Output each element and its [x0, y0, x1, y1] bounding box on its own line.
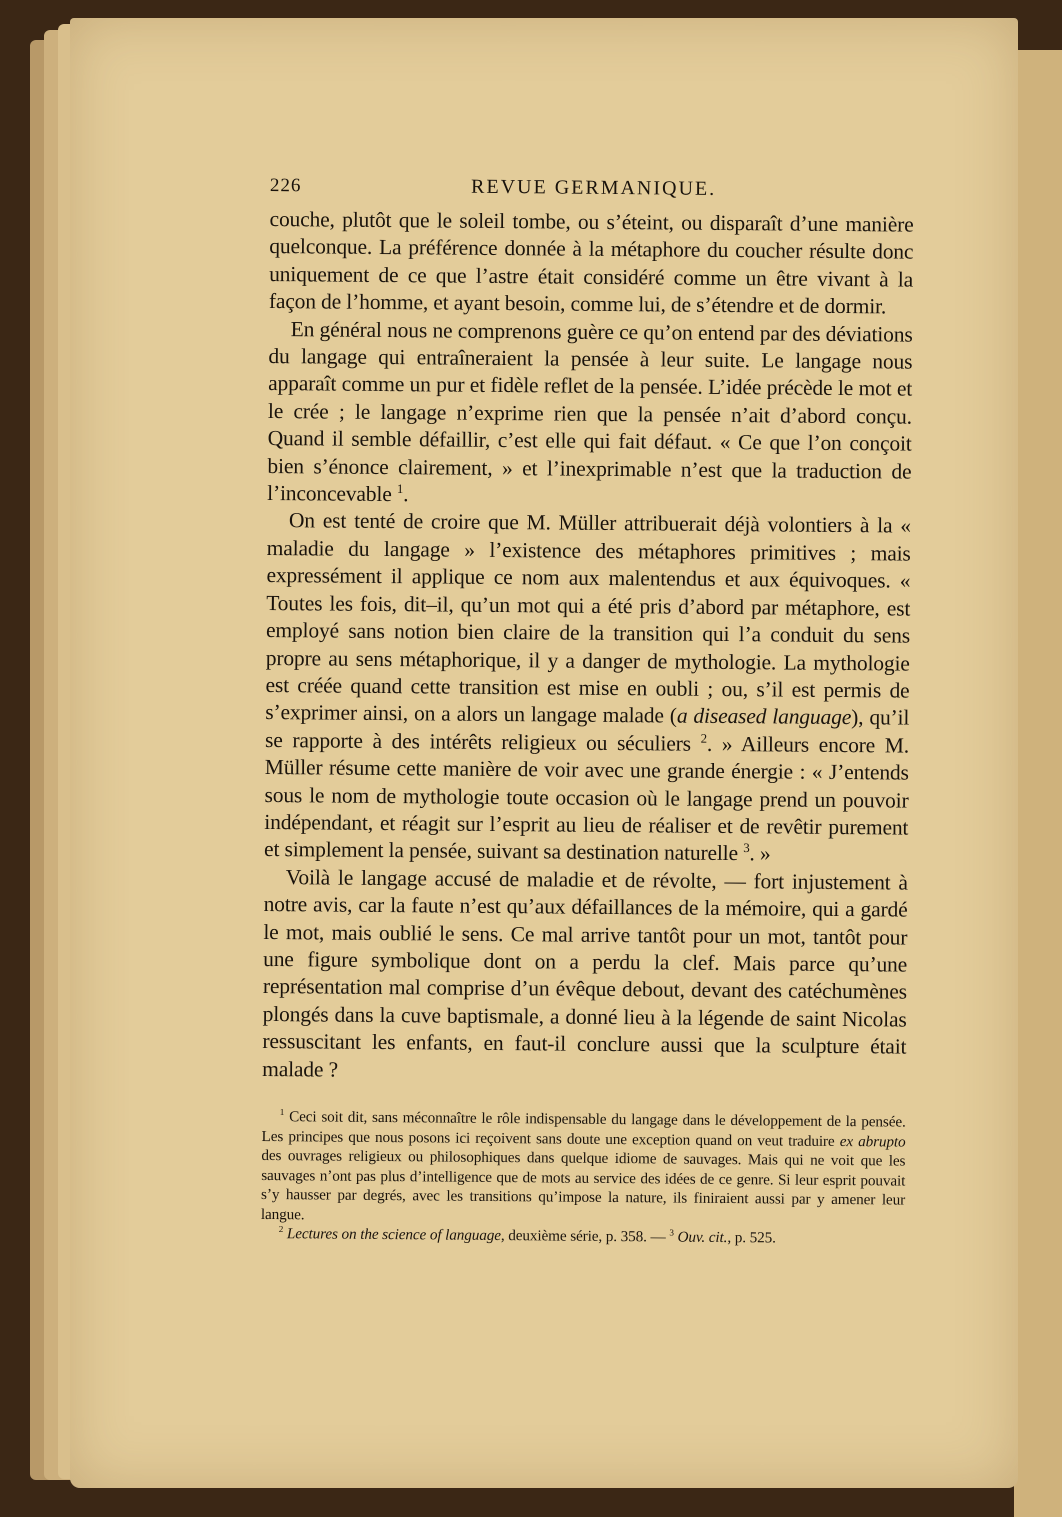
- facing-page-edge: [1014, 50, 1062, 1517]
- footnote-ref-1: 1: [396, 482, 404, 497]
- paragraph-3-part-b: ), qu’il se rapporte à des intérêts religieux ou séculiers: [264, 705, 910, 756]
- paragraph-2-end: .: [403, 482, 409, 507]
- footnote-1-part-b: des ouvrages religieux ou philosophiques dans quelque idiome de sauvages. Mais qui ne voit que les sauvages n’ont pas plus d’intelligence que de mots au service des idées de ce genre. Si leur esprit pouvait s’y hausser par degrés, avec les transitions qu’impose la nature, ils finiraient aussi par y amener leur langue.: [260, 1146, 906, 1223]
- footnote-2-rest: , deuxième série, p. 358. —: [500, 1227, 666, 1246]
- running-head: [270, 174, 914, 210]
- paragraph-2-text: En général nous ne comprenons guère ce qu’on entend par des déviations du langage qui entraîneraient la pensée à leur suite. Le langage nous apparaît comme un pur et fidèle reflet de la pensée. L’idée précède le mot et le crée ; le langage n’exprime rien que la pensée n’ait d’abord conçu. Quand il semble défaillir, c’est elle qui fait défaut. « Ce que l’on conçoit bien s’énonce clairement, » et l’inexprimable n’est que la traduction de l’inconcevable: [267, 316, 913, 507]
- journal-title: REVUE GERMANIQUE.: [471, 175, 717, 200]
- paragraph-3-italic: a diseased language: [676, 703, 852, 730]
- footnote-1-italic: ex abrupto: [839, 1132, 906, 1151]
- footnote-3-mark: 3: [669, 1227, 674, 1238]
- footnote-2-mark: 2: [278, 1224, 284, 1235]
- paragraph-2: [267, 316, 913, 513]
- footnotes: [261, 1107, 906, 1249]
- paragraph-3-part-a: On est tenté de croire que M. Müller attribuerait déjà volontiers à la « maladie du langage » l’existence des métaphores primitives ; mais expressément il applique ce nom aux malentendus et aux équivoques. « Toutes les fois, dit–il, qu’un mot qui a été pris d’abord par métaphore, est employé sans notion bien claire de la transition qui l’a conduit du sens propre au sens métaphorique, il y a danger de mythologie. La mythologie est créée quand cette transition est mise en oubli ; ou, s’il est permis de s’exprimer ainsi, on a alors un langage malade (: [265, 508, 912, 728]
- paragraph-3: [264, 507, 911, 869]
- paragraph-1: couche, plutôt que le soleil tombe, ou s’éteint, ou disparaît d’une manière quelconque. La préférence donnée à la métaphore du coucher résulte donc uniquement de ce que l’astre était considéré comme un être vivant à la façon de l’homme, et ayant besoin, comme lui, de s’étendre et de dormir.: [268, 206, 914, 319]
- paragraph-3-part-d: . »: [749, 841, 771, 866]
- page-content: [261, 174, 914, 1249]
- footnote-3-rest: , p. 525.: [727, 1229, 776, 1247]
- paragraph-4: Voilà le langage accusé de maladie et de révolte, — fort injustement à notre avis, car la faute n’est qu’aux défaillances de la mémoire, qui a gardé le mot, mais oublié le sens. Ce mal arrive tantôt pour un mot, tantôt pour une figure symbolique dont on a perdu la clef. Mais parce qu’une représentation mal comprise d’un évêque debout, devant des catéchumènes plongés dans la cuve baptismale, a donné lieu à la légende de saint Nicolas ressuscitant les enfants, en faut-il conclure aussi que la sculpture était malade ?: [262, 864, 908, 1082]
- page-number: 226: [269, 174, 302, 197]
- paragraph-3-part-c: . » Ailleurs encore M. Müller résume cette manière de voir avec une grande énergie : « J’entends sous le nom de mythologie toute occasion où le langage prend un pouvoir indépendant, et réagit sur l’esprit au lieu de réaliser et de revêtir purement et simplement la pensée, suivant sa destination naturelle: [264, 731, 910, 866]
- footnote-3-italic: Ouv. cit.: [677, 1228, 728, 1247]
- footnote-1: [261, 1107, 906, 1230]
- footnote-ref-2: 2: [700, 731, 708, 746]
- footnote-1-part-a: Ceci soit dit, sans méconnaître le rôle indispensable du langage dans le développement de la pensée. Les principes que nous posons ici reçoivent sans doute une exception quand on veut traduire: [261, 1108, 906, 1150]
- footnote-2-title: Lectures on the science of language: [286, 1225, 501, 1245]
- footnote-1-mark: 1: [279, 1107, 285, 1118]
- footnote-ref-3: 3: [743, 841, 750, 856]
